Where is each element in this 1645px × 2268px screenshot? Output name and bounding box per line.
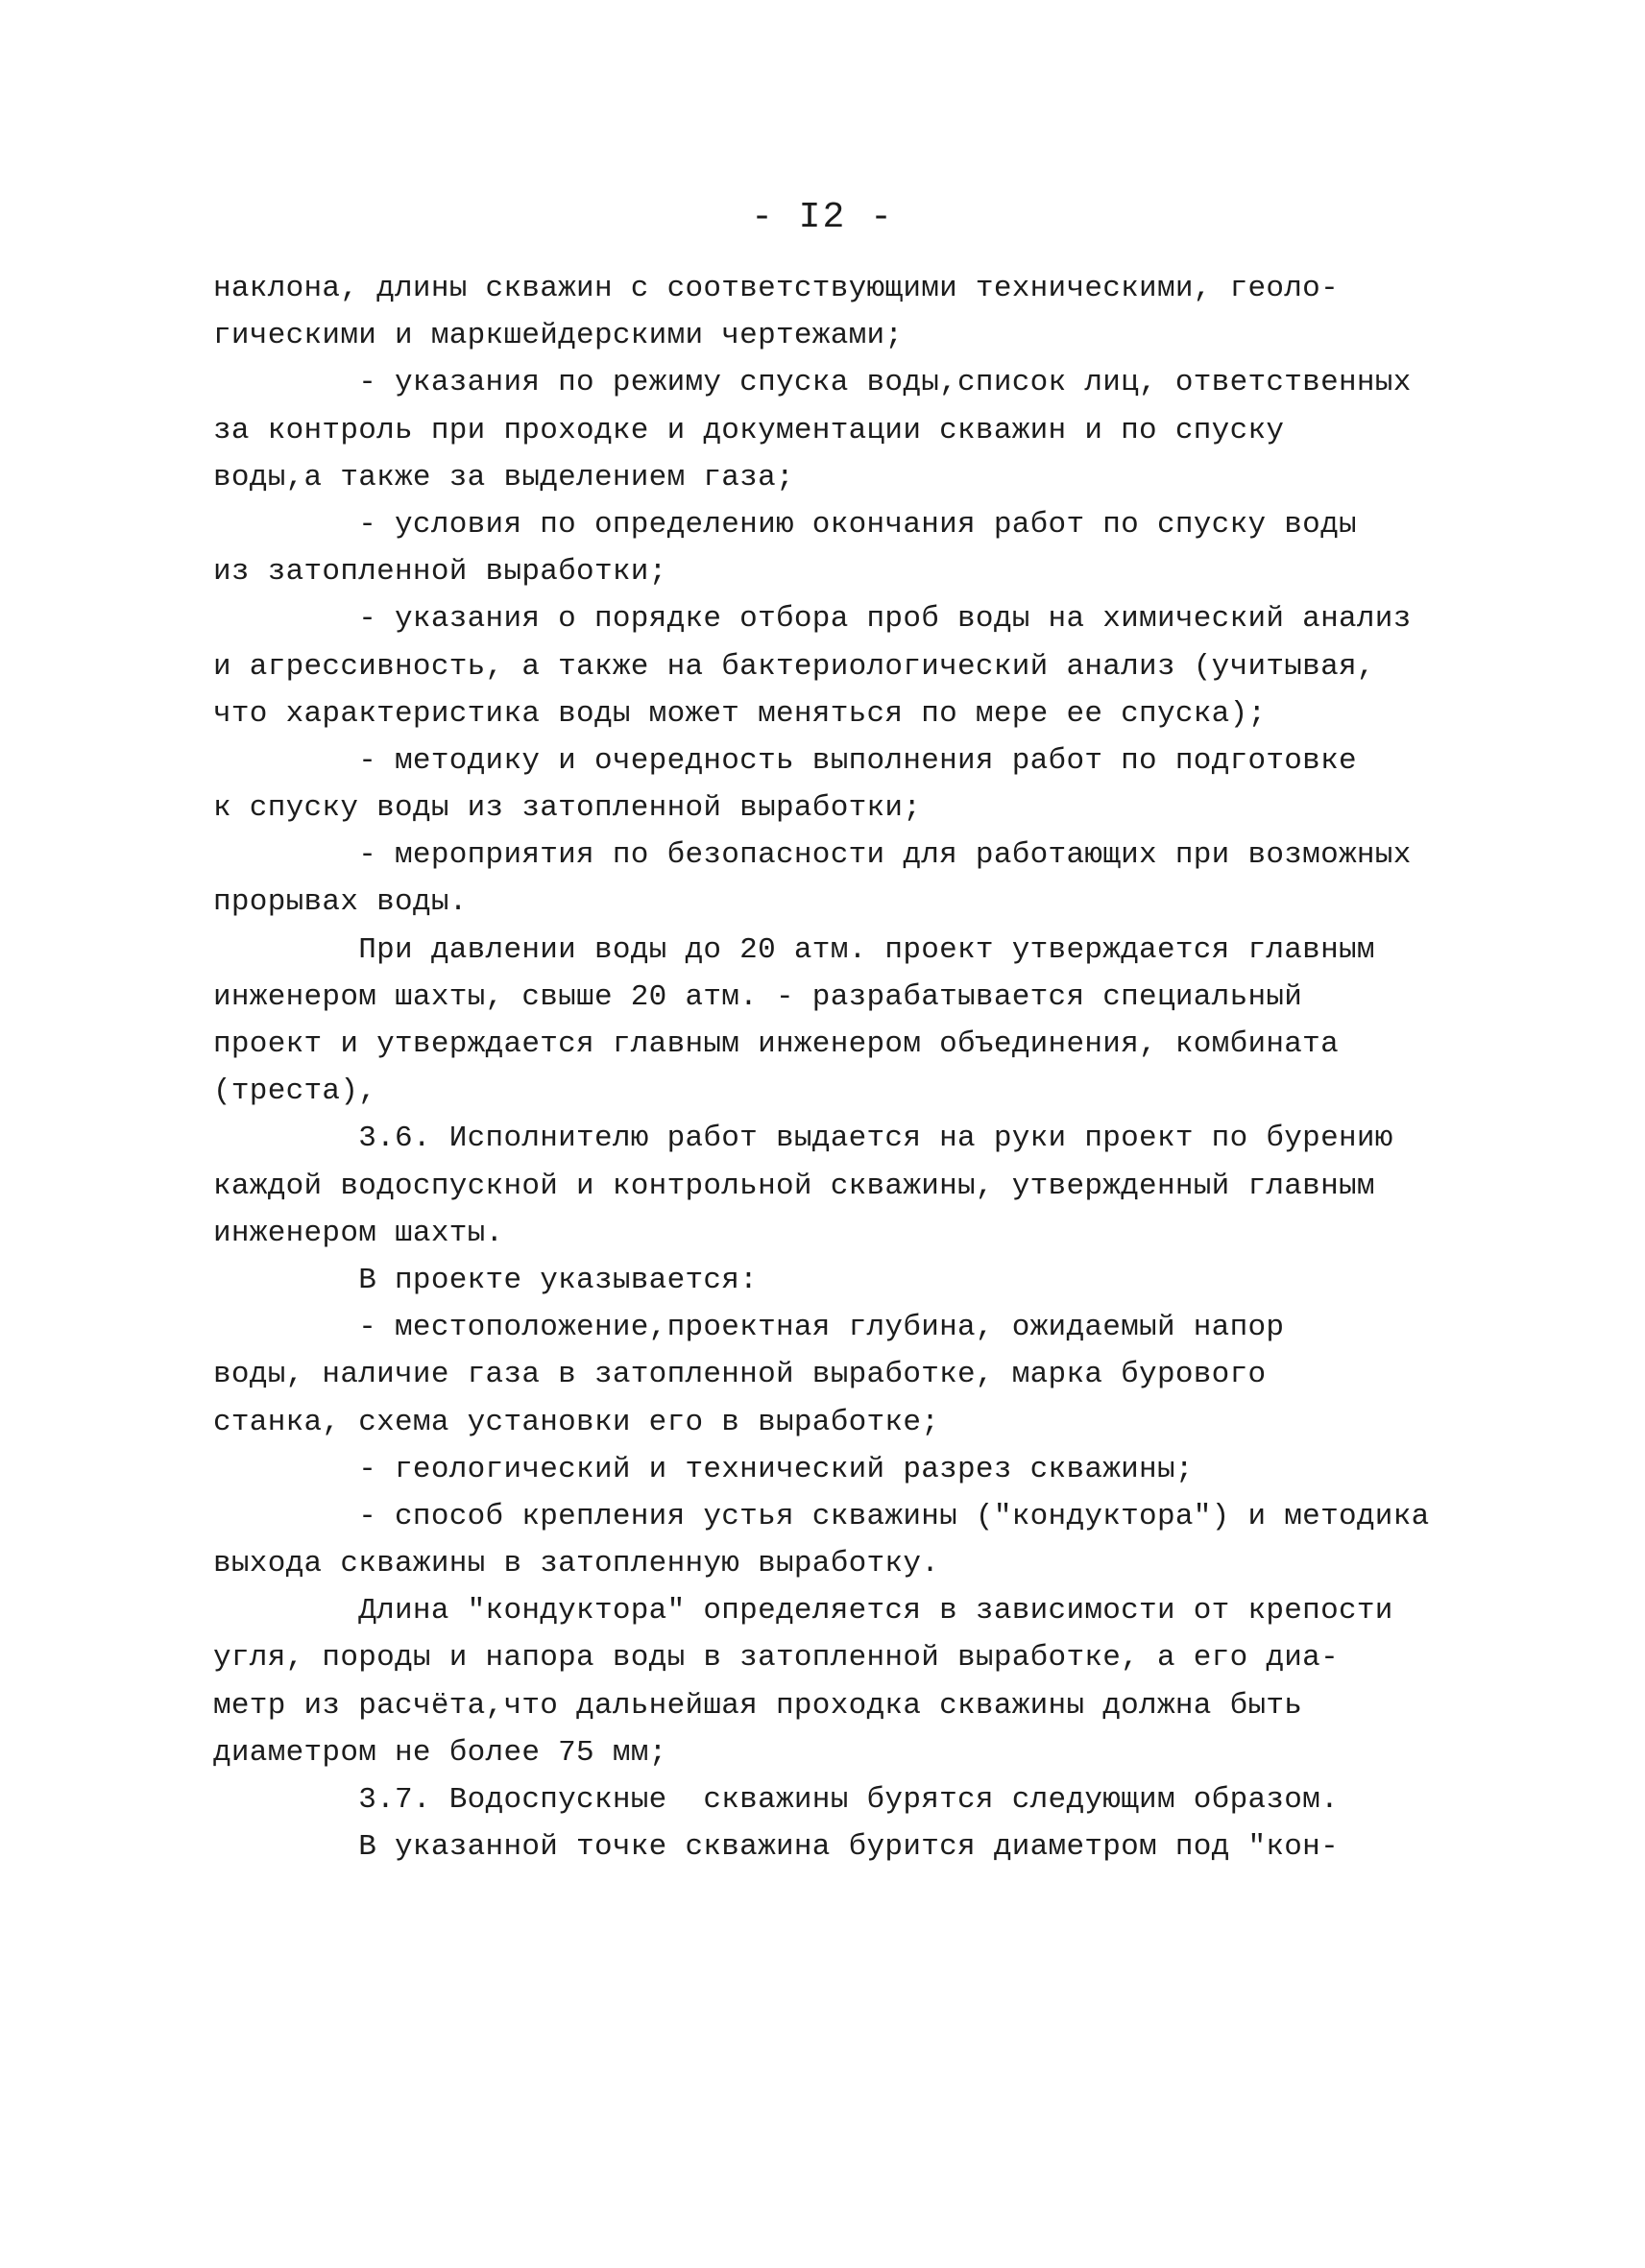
text-line: - указания по режиму спуска воды,список лиц, ответственных	[213, 366, 1412, 400]
text-line: диаметром не более 75 мм;	[213, 1735, 667, 1770]
text-line: - геологический и технический разрез скважины;	[213, 1452, 1194, 1486]
text-line: - мероприятия по безопасности для работающих при возможных	[213, 838, 1412, 873]
text-line: - условия по определению окончания работ по спуску воды	[213, 507, 1357, 542]
page-number: - I2 -	[751, 197, 894, 238]
text-line: гическими и маркшейдерскими чертежами;	[213, 319, 904, 353]
body-text	[213, 265, 1452, 1870]
text-line: и агрессивность, а также на бактериологический анализ (учитывая,	[213, 649, 1375, 684]
text-line: что характеристика воды может меняться по мере ее спуска);	[213, 696, 1267, 731]
text-line: воды, наличие газа в затопленной выработке, марка бурового	[213, 1358, 1267, 1392]
text-line: Длина "кондуктора" определяется в зависимости от крепости	[213, 1594, 1393, 1629]
text-line: станка, схема установки его в выработке;	[213, 1405, 940, 1439]
text-line: В проекте указывается:	[213, 1263, 759, 1297]
text-line: за контроль при проходке и документации скважин и по спуску	[213, 413, 1285, 447]
text-line: В указанной точке скважина бурится диаметром под "кон-	[213, 1830, 1339, 1865]
text-line: При давлении воды до 20 атм. проект утверждается главным	[213, 932, 1375, 967]
text-line: - местоположение,проектная глубина, ожидаемый напор	[213, 1311, 1285, 1345]
text-line: - указания о порядке отбора проб воды на химический анализ	[213, 602, 1412, 637]
text-line: метр из расчёта,что дальнейшая проходка скважины должна быть	[213, 1688, 1303, 1723]
text-line: из затопленной выработки;	[213, 555, 667, 590]
text-line: угля, породы и напора воды в затопленной выработке, а его диа-	[213, 1641, 1339, 1676]
text-line: проект и утверждается главным инженером объединения, комбината	[213, 1027, 1339, 1061]
text-line: каждой водоспускной и контрольной скважины, утвержденный главным	[213, 1169, 1375, 1203]
text-line: инженером шахты, свыше 20 атм. - разрабатывается специальный	[213, 979, 1303, 1014]
text-line: инженером шахты.	[213, 1216, 504, 1250]
text-line: (треста),	[213, 1074, 377, 1109]
text-line: наклона, длины скважин с соответствующими техническими, геоло-	[213, 272, 1339, 305]
text-line: 3.7. Водоспускные скважины бурятся следующим образом.	[213, 1783, 1339, 1817]
text-line: выхода скважины в затопленную выработку.	[213, 1547, 940, 1581]
text-line: к спуску воды из затопленной выработки;	[213, 791, 922, 826]
text-line: воды,а также за выделением газа;	[213, 460, 794, 495]
text-line: прорывах воды.	[213, 885, 468, 920]
text-line: 3.6. Исполнителю работ выдается на руки проект по бурению	[213, 1122, 1393, 1156]
text-line: - способ крепления устья скважины ("кондуктора") и методика	[213, 1499, 1430, 1533]
text-line: - методику и очередность выполнения работ по подготовке	[213, 743, 1357, 778]
